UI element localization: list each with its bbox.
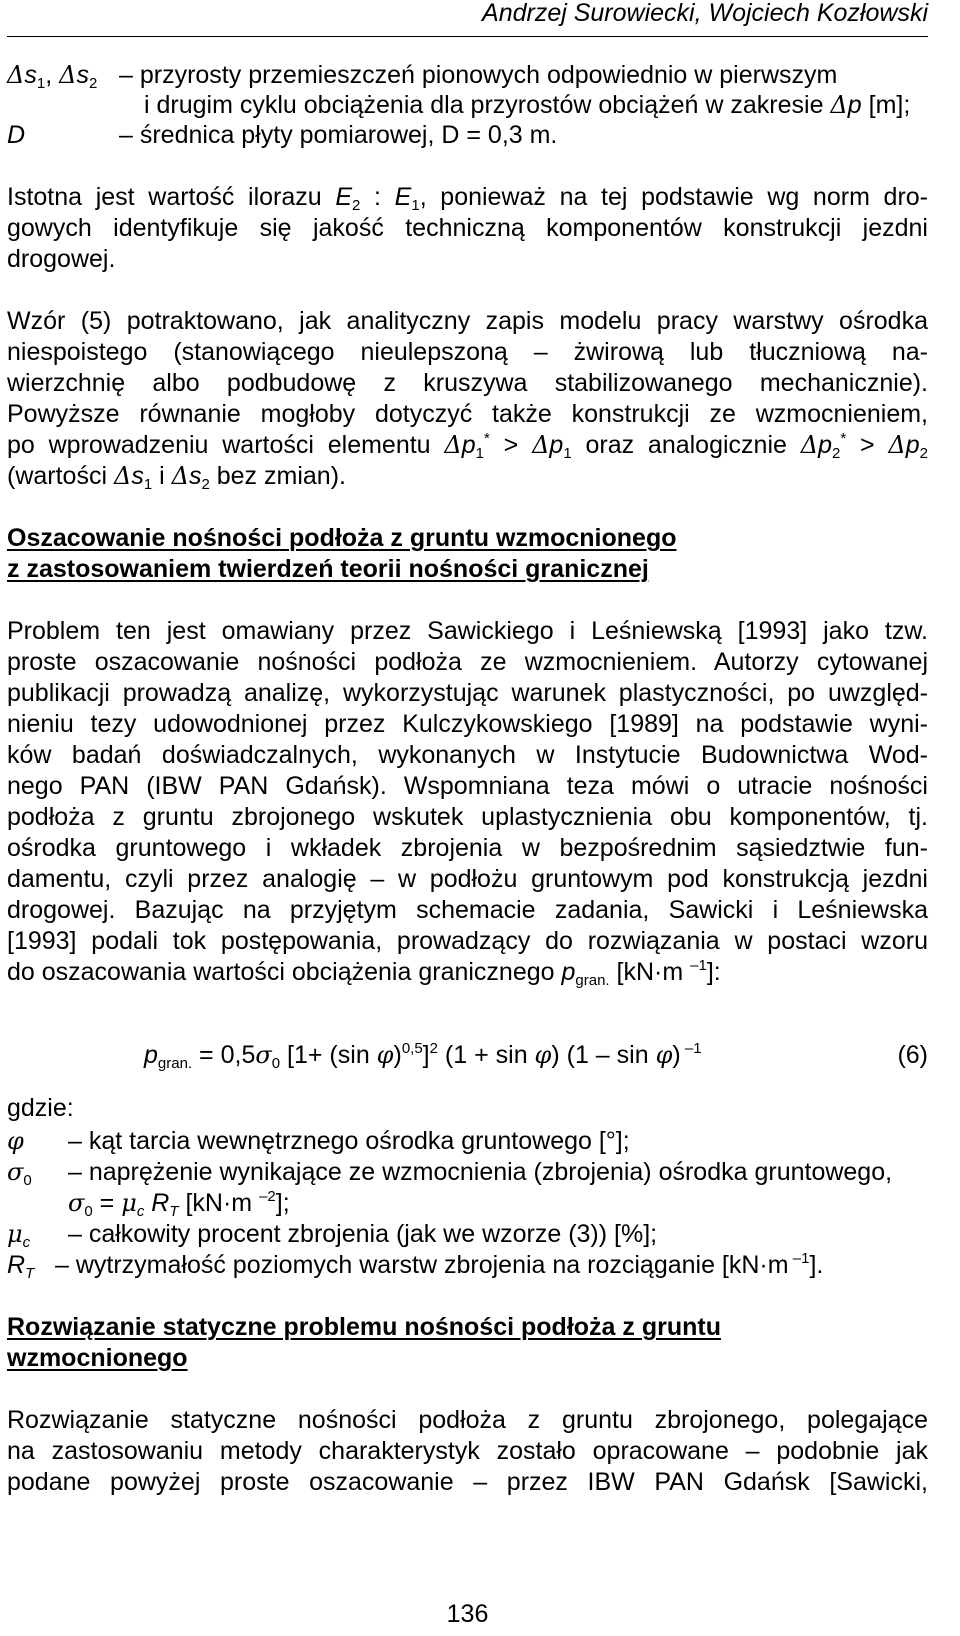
- paragraph-line: po wprowadzeniu wartości elementu $\Delta p_1^* > \Delta p_1$ oraz analogicznie $\Delta p_2^* > \Delta p_2$: [7, 430, 928, 462]
- section-heading: Oszacowanie nośności podłoża z gruntu wzmocnionego: [7, 524, 677, 552]
- def-text: – wytrzymałość poziomych warstw zbrojenia na rozciąganie [kN·m $^{-1}$].: [55, 1250, 824, 1279]
- def-phi: [7, 1126, 928, 1156]
- def-text: – całkowity procent zbrojenia (jak we wzorze (3)) [%];: [68, 1220, 658, 1248]
- def-sigma-formula: [7, 1188, 928, 1218]
- paragraph-line: podłoża z gruntu zbrojonego wskutek uplastycznienia obu komponentów, tj.: [7, 803, 928, 831]
- def-text: $\sigma_0 = \mu_c$ $R_T$ [kN·m $^{-2}$];: [68, 1188, 290, 1220]
- paragraph-line: wierzchnię albo podbudowę z kruszywa stabilizowanego mechanicznie).: [7, 369, 928, 397]
- def-text: – średnica płyty pomiarowej, D = 0,3 m.: [119, 121, 558, 149]
- paragraph-line: proste oszacowanie nośności podłoża ze wzmocnieniem. Autorzy cytowanej: [7, 648, 928, 676]
- def-delta-s: [7, 60, 928, 90]
- def-symbol: φ: [7, 1127, 24, 1155]
- paragraph-line: do oszacowania wartości obciążenia granicznego $p_{gran.}$ [kN·m $^{-1}$]:: [7, 957, 721, 989]
- paragraph-line: niespoistego (stanowiącego nieulepszoną – żwirową lub tłuczniową na-: [7, 338, 928, 366]
- def-rt: [7, 1250, 928, 1280]
- paragraph-line: Powyższe równanie mogłoby dotyczyć także konstrukcji ze wzmocnieniem,: [7, 400, 928, 428]
- section-heading: z zastosowaniem twierdzeń teorii nośności granicznej: [7, 555, 649, 583]
- equation-body: $p_{gran.} = 0,5\sigma_0$ [1+ (sin φ)$^{0,5}$]$^2$ (1 + sin φ) (1 – sin φ) $^{-1}$: [144, 1040, 702, 1072]
- equation-number: (6): [897, 1041, 928, 1069]
- def-symbol: D: [7, 121, 26, 149]
- section-heading: wzmocnionego: [7, 1344, 188, 1372]
- def-sigma: [7, 1157, 928, 1187]
- paragraph-line: Rozwiązanie statyczne nośności podłoża z gruntu zbrojonego, polegające: [7, 1406, 928, 1434]
- paragraph-line: podane powyżej proste oszacowanie – przez IBW PAN Gdańsk [Sawicki,: [7, 1468, 928, 1496]
- paragraph-line: na zastosowaniu metody charakterystyk zostało opracowane – podobnie jak: [7, 1437, 928, 1465]
- paragraph-line: Istotna jest wartość ilorazu $E_2$ : $E_1$, ponieważ na tej podstawie wg norm dro-: [7, 183, 929, 214]
- def-mu: [7, 1219, 928, 1249]
- def-symbol: $\Delta s_1$, $\Delta s_2$: [7, 61, 98, 92]
- def-D: [7, 120, 928, 150]
- section-heading: Rozwiązanie statyczne problemu nośności podłoża z gruntu: [7, 1313, 721, 1341]
- def-text: i drugim cyklu obciążenia dla przyrostów obciążeń w zakresie Δp [m];: [144, 91, 911, 119]
- equation-6: [7, 1040, 928, 1070]
- paragraph-line: Wzór (5) potraktowano, jak analityczny zapis modelu pracy warstwy ośrodka: [7, 307, 928, 335]
- header-rule: [7, 36, 928, 37]
- where-label: gdzie:: [7, 1094, 74, 1122]
- def-text: – przyrosty przemieszczeń pionowych odpowiednio w pierwszym: [119, 61, 838, 89]
- page-number: 136: [446, 1600, 489, 1628]
- running-header: Andrzej Surowiecki, Wojciech Kozłowski: [482, 0, 928, 27]
- paragraph-line: nieniu tezy udowodnionej przez Kulczykowskiego [1989] na podstawie wyni-: [7, 710, 928, 738]
- def-text: – kąt tarcia wewnętrznego ośrodka gruntowego [°];: [68, 1127, 630, 1155]
- def-symbol: $R_T$: [7, 1251, 35, 1282]
- def-text: – naprężenie wynikające ze wzmocnienia (zbrojenia) ośrodka gruntowego,: [68, 1158, 893, 1186]
- def-symbol: $\mu_c$: [7, 1220, 31, 1251]
- paragraph-line: gowych identyfikuje się jakość techniczną komponentów konstrukcji jezdni: [7, 214, 928, 242]
- paragraph-line: publikacji prowadzą analizę, wykorzystując warunek plastyczności, po uwzględ-: [7, 679, 928, 707]
- paragraph-line: nego PAN (IBW PAN Gdańsk). Wspomniana teza mówi o utracie nośności: [7, 772, 928, 800]
- paragraph-line: (wartości $\Delta s_1$ i $\Delta s_2$ bez zmian).: [7, 462, 346, 493]
- paragraph-line: ków badań doświadczalnych, wykonanych w Instytucie Budownictwa Wod-: [7, 741, 928, 769]
- paragraph-line: ośrodka gruntowego i wkładek zbrojenia w bezpośrednim sąsiedztwie fun-: [7, 834, 928, 862]
- paragraph-line: drogowej.: [7, 245, 116, 273]
- def-symbol: $\sigma_0$: [7, 1158, 32, 1189]
- paragraph-line: [1993] podali tok postępowania, prowadzący do rozwiązania w postaci wzoru: [7, 927, 928, 955]
- def-delta-s-cont: [7, 90, 928, 120]
- paragraph-line: damentu, czyli przez analogię – w podłożu gruntowym pod konstrukcją jezdni: [7, 865, 928, 893]
- paragraph-line: Problem ten jest omawiany przez Sawickiego i Leśniewską [1993] jako tzw.: [7, 617, 928, 645]
- paragraph-line: drogowej. Bazując na przyjętym schemacie zadania, Sawicki i Leśniewska: [7, 896, 928, 924]
